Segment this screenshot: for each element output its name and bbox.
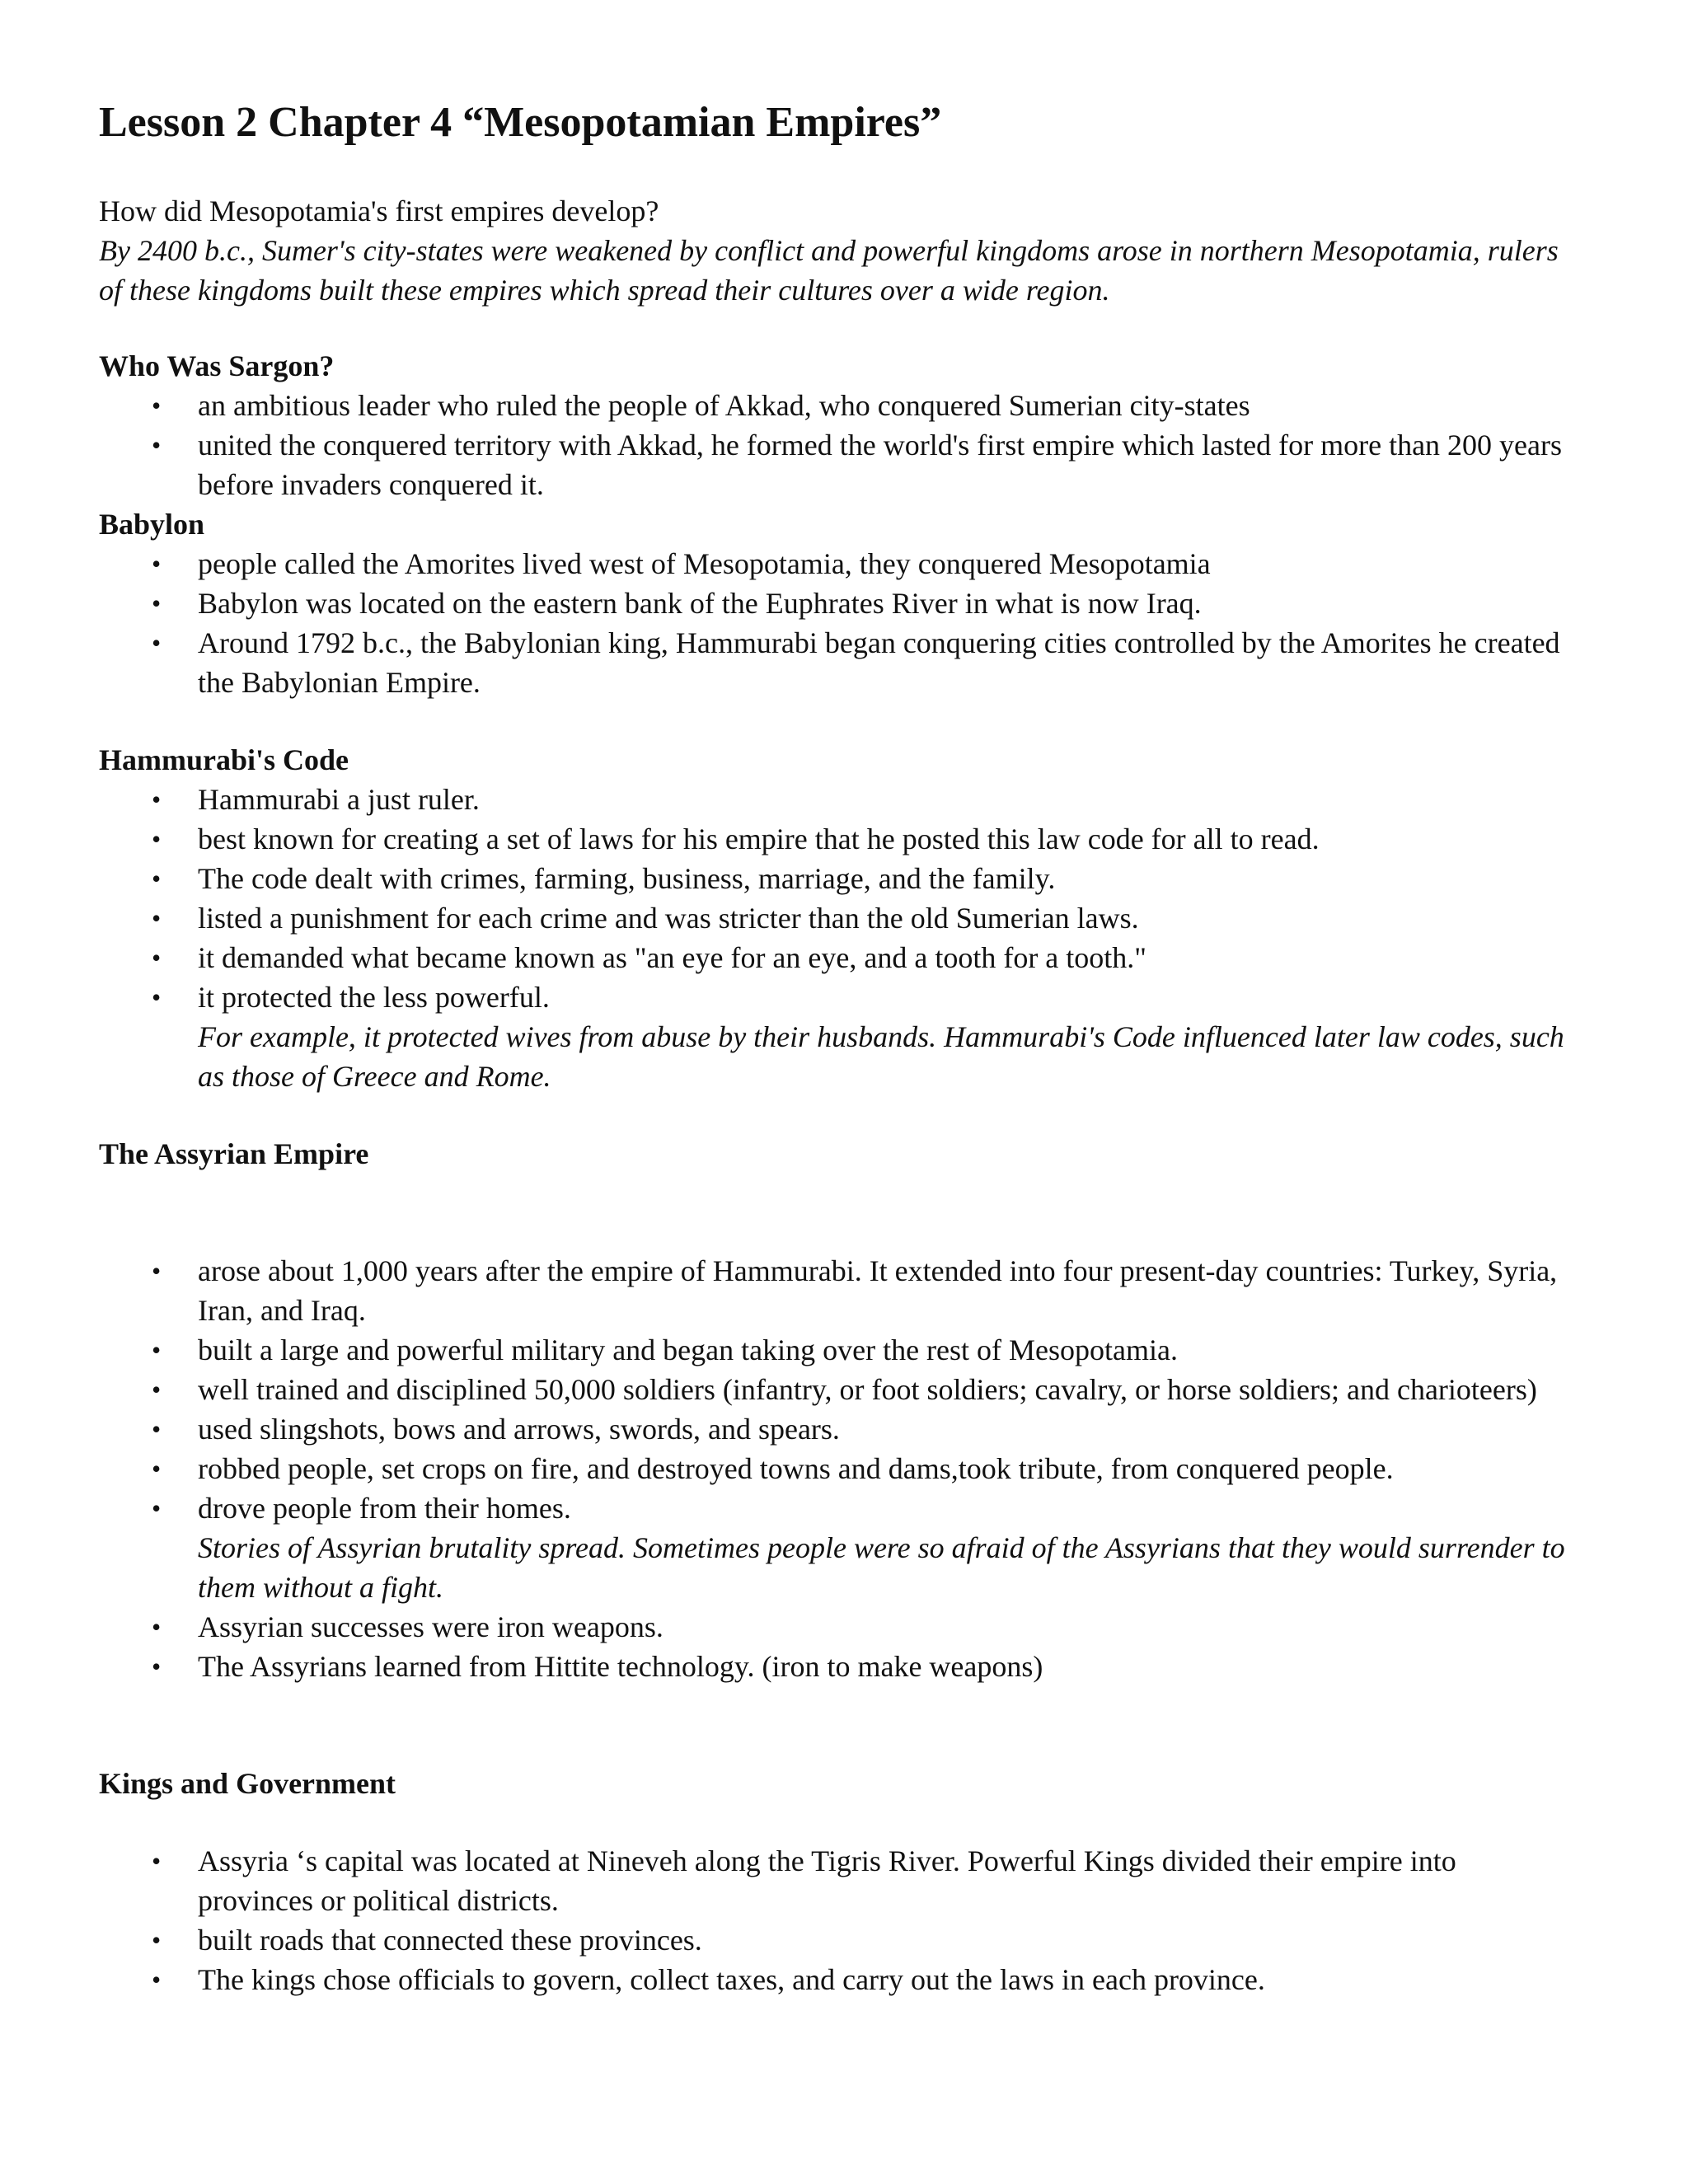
list-item	[99, 1960, 1566, 1999]
list-item	[99, 938, 1566, 977]
bullet-icon: •	[152, 628, 162, 658]
list-item-text: Babylon was located on the eastern bank of the Euphrates River in what is now Iraq.	[198, 587, 1202, 621]
section-heading-code: Hammurabi's Code	[99, 743, 349, 777]
list-item-text: used slingshots, bows and arrows, swords, and spears.	[198, 1413, 840, 1446]
list-item	[99, 1647, 1566, 1686]
list-item	[99, 1920, 1566, 1960]
list-item-text: Assyria ‘s capital was located at Nineveh along the Tigris River. Powerful Kings divided their empire into provinces or political districts.	[198, 1844, 1456, 1918]
list-item	[99, 1488, 1566, 1607]
list-item-text: built roads that connected these provinces.	[198, 1924, 702, 1957]
list-item	[99, 859, 1566, 898]
section-heading-assyria: The Assyrian Empire	[99, 1137, 369, 1171]
bullet-icon: •	[152, 1375, 162, 1405]
section-sargon	[99, 346, 1566, 504]
bullet-icon: •	[152, 1846, 162, 1877]
list-item-text: The kings chose officials to govern, collect taxes, and carry out the laws in each province.	[198, 1963, 1265, 1997]
list-item-text: robbed people, set crops on fire, and destroyed towns and dams,took tribute, from conquered people.	[198, 1452, 1394, 1486]
bullet-icon: •	[152, 1612, 162, 1643]
intro-question: How did Mesopotamia's first empires develop?	[99, 194, 659, 228]
bullet-icon: •	[152, 1652, 162, 1682]
list-item	[99, 819, 1566, 859]
section-hammurabi-code	[99, 740, 1566, 1096]
bullet-list-assyria	[99, 1251, 1566, 1686]
list-item	[99, 425, 1566, 504]
list-item-text: it protected the less powerful.	[198, 981, 550, 1015]
bullet-list-sargon	[99, 386, 1566, 504]
section-heading-sargon: Who Was Sargon?	[99, 349, 335, 383]
list-item-text: The code dealt with crimes, farming, business, marriage, and the family.	[198, 862, 1056, 896]
list-item	[99, 1330, 1566, 1370]
section-assyrian-empire	[99, 1134, 1566, 1686]
bullet-icon: •	[152, 903, 162, 934]
list-item	[99, 1449, 1566, 1488]
list-item	[99, 977, 1566, 1096]
document-page	[99, 97, 1566, 1999]
italic-note: For example, it protected wives from abuse by their husbands. Hammurabi's Code influenced later law codes, such as those of Greece and Rome.	[198, 1020, 1564, 1094]
bullet-icon: •	[152, 785, 162, 815]
list-item-text: arose about 1,000 years after the empire of Hammurabi. It extended into four present-day countries: Turkey, Syria, Iran, and Iraq.	[198, 1254, 1558, 1328]
intro-answer: By 2400 b.c., Sumer's city-states were weakened by conflict and powerful kingdoms arose in northern Mesopotamia, rulers of these kingdoms built these empires which spread their cultures over a wide region.	[99, 234, 1559, 307]
list-item	[99, 1370, 1566, 1409]
bullet-icon: •	[152, 1414, 162, 1445]
list-item-text: built a large and powerful military and began taking over the rest of Mesopotamia.	[198, 1333, 1178, 1367]
bullet-list-kings	[99, 1841, 1566, 1999]
bullet-icon: •	[152, 864, 162, 894]
bullet-icon: •	[152, 943, 162, 973]
bullet-icon: •	[152, 549, 162, 579]
section-kings-government	[99, 1764, 1566, 1999]
list-item-text: it demanded what became known as "an eye for an eye, and a tooth for a tooth."	[198, 941, 1146, 975]
bullet-icon: •	[152, 1925, 162, 1956]
bullet-icon: •	[152, 588, 162, 619]
list-item-text: well trained and disciplined 50,000 soldiers (infantry, or foot soldiers; cavalry, or horse soldiers; and charioteers)	[198, 1373, 1537, 1407]
italic-note: Stories of Assyrian brutality spread. Sometimes people were so afraid of the Assyrians that they would surrender to them without a fight.	[198, 1531, 1565, 1605]
bullet-list-code	[99, 780, 1566, 1096]
bullet-icon: •	[152, 1965, 162, 1995]
section-babylon	[99, 504, 1566, 702]
list-item	[99, 1607, 1566, 1647]
bullet-icon: •	[152, 1493, 162, 1524]
document-title: Lesson 2 Chapter 4 “Mesopotamian Empires”	[99, 99, 942, 146]
bullet-icon: •	[152, 1256, 162, 1286]
bullet-icon: •	[152, 430, 162, 461]
list-item-text: Around 1792 b.c., the Babylonian king, Hammurabi began conquering cities controlled by the Amorites he created the Babylonian Empire.	[198, 626, 1560, 700]
list-item-text: Hammurabi a just ruler.	[198, 783, 480, 817]
bullet-icon: •	[152, 391, 162, 421]
section-heading-babylon: Babylon	[99, 508, 205, 541]
list-item	[99, 780, 1566, 819]
list-item-text: people called the Amorites lived west of Mesopotamia, they conquered Mesopotamia	[198, 547, 1211, 581]
list-item-text: best known for creating a set of laws for his empire that he posted this law code for all to read.	[198, 823, 1320, 856]
list-item-text: The Assyrians learned from Hittite technology. (iron to make weapons)	[198, 1650, 1043, 1684]
bullet-icon: •	[152, 824, 162, 855]
list-item	[99, 1409, 1566, 1449]
list-item	[99, 898, 1566, 938]
list-item-text: Assyrian successes were iron weapons.	[198, 1610, 663, 1644]
list-item	[99, 544, 1566, 583]
list-item-text: drove people from their homes.	[198, 1492, 571, 1526]
bullet-icon: •	[152, 1454, 162, 1484]
list-item-text: an ambitious leader who ruled the people of Akkad, who conquered Sumerian city-states	[198, 389, 1250, 423]
bullet-list-babylon	[99, 544, 1566, 702]
list-item	[99, 1841, 1566, 1920]
list-item	[99, 583, 1566, 623]
list-item	[99, 386, 1566, 425]
list-item	[99, 1251, 1566, 1330]
list-item	[99, 623, 1566, 702]
list-item-text: united the conquered territory with Akkad, he formed the world's first empire which lasted for more than 200 years before invaders conquered it.	[198, 429, 1562, 502]
list-item-text: listed a punishment for each crime and was stricter than the old Sumerian laws.	[198, 902, 1139, 935]
bullet-icon: •	[152, 982, 162, 1013]
bullet-icon: •	[152, 1335, 162, 1366]
section-heading-kings: Kings and Government	[99, 1767, 396, 1801]
